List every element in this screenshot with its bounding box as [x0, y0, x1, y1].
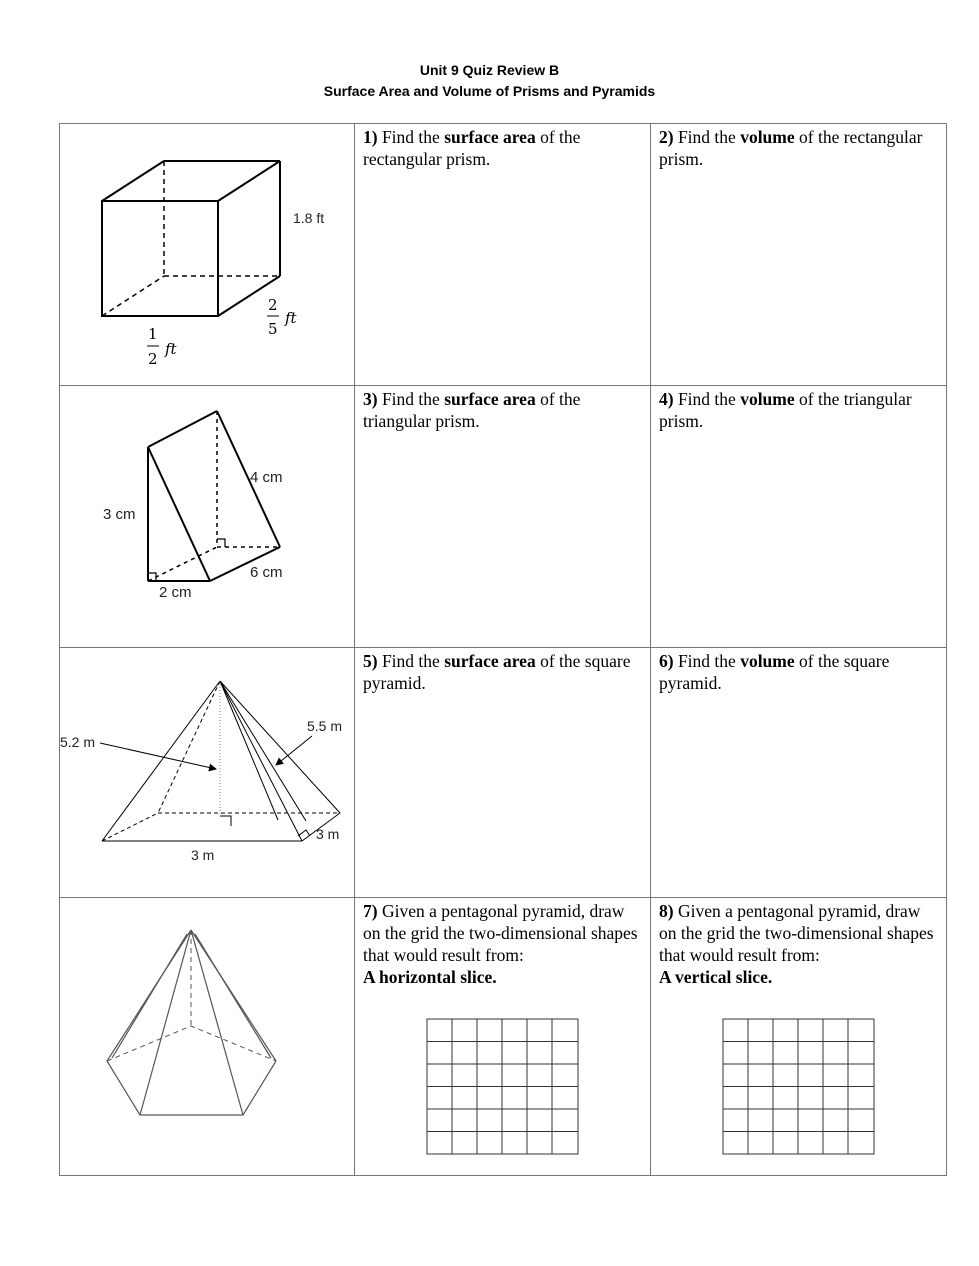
question-6 [651, 648, 946, 694]
vertical-slice-grid[interactable] [722, 1018, 876, 1156]
question-emphasis: surface area [444, 651, 536, 671]
question-4 [651, 386, 946, 432]
height-label: 5.2 m [60, 734, 96, 750]
question-5 [355, 648, 650, 694]
question-text: Find the [381, 127, 440, 147]
question-number: 7) [363, 901, 378, 921]
triangular-prism-figure [60, 386, 355, 648]
square-pyramid-figure [60, 648, 355, 898]
row-pent-pyramid [60, 898, 947, 1176]
question-text: Find the [677, 651, 736, 671]
question-8 [651, 898, 946, 988]
question-number: 2) [659, 127, 674, 147]
question-text: of the rectangular prism. [363, 127, 581, 169]
question-emphasis: A horizontal slice. [363, 967, 497, 987]
side-a-label: 3 m [191, 847, 215, 863]
question-text: Given a pentagonal pyramid, draw on the grid the two-dimensional shapes that would result from: [363, 901, 638, 965]
pentagonal-pyramid-figure [60, 898, 355, 1176]
question-text: of the triangular prism. [659, 389, 912, 431]
question-2-cell [651, 124, 947, 386]
question-emphasis: volume [740, 127, 795, 147]
question-emphasis: volume [740, 389, 795, 409]
base-label: 2 cm [159, 584, 192, 601]
question-7 [355, 898, 650, 988]
question-5-cell [355, 648, 651, 898]
width-unit: ft [165, 340, 177, 358]
figure-cell-pent-pyramid [60, 898, 355, 1176]
question-7-cell [355, 898, 651, 1176]
question-emphasis: volume [740, 651, 795, 671]
width-numerator: 1 [148, 325, 158, 343]
question-emphasis: surface area [444, 127, 536, 147]
question-text: Find the [677, 127, 736, 147]
page-subtitle: Surface Area and Volume of Prisms and Pyramids [323, 83, 656, 99]
question-6-cell [651, 648, 947, 898]
question-number: 3) [363, 389, 378, 409]
question-text: Given a pentagonal pyramid, draw on the grid the two-dimensional shapes that would result from: [659, 901, 934, 965]
question-number: 4) [659, 389, 674, 409]
question-1 [355, 124, 650, 170]
question-8-cell [651, 898, 947, 1176]
problems-table [59, 123, 947, 1176]
length-label: 6 cm [250, 564, 283, 581]
page-title: Unit 9 Quiz Review B [419, 62, 560, 78]
question-number: 1) [363, 127, 378, 147]
question-text: of the square pyramid. [363, 651, 631, 693]
depth-denominator: 5 [268, 320, 278, 338]
figure-cell-sq-pyramid [60, 648, 355, 898]
row-sq-pyramid [60, 648, 947, 898]
question-number: 8) [659, 901, 674, 921]
question-1-cell [355, 124, 651, 386]
question-emphasis: surface area [444, 389, 536, 409]
question-4-cell [651, 386, 947, 648]
height-label: 1.8 ft [293, 210, 325, 226]
question-text: Find the [677, 389, 736, 409]
depth-numerator: 2 [268, 296, 278, 314]
figure-cell-rect-prism [60, 124, 355, 386]
rectangular-prism-figure [60, 124, 355, 386]
slant-label: 4 cm [250, 469, 283, 486]
question-2 [651, 124, 946, 170]
height-label: 3 cm [103, 506, 136, 523]
figure-cell-tri-prism [60, 386, 355, 648]
width-denominator: 2 [148, 350, 158, 368]
row-rect-prism [60, 124, 947, 386]
side-b-label: 3 m [316, 826, 340, 842]
question-text: Find the [381, 389, 440, 409]
question-text: of the rectangular prism. [659, 127, 923, 169]
question-text: Find the [381, 651, 440, 671]
question-text: of the triangular prism. [363, 389, 581, 431]
question-number: 6) [659, 651, 674, 671]
horizontal-slice-grid[interactable] [426, 1018, 580, 1156]
question-3-cell [355, 386, 651, 648]
row-tri-prism [60, 386, 947, 648]
question-number: 5) [363, 651, 378, 671]
question-3 [355, 386, 650, 432]
slant-label: 5.5 m [307, 718, 343, 734]
question-emphasis: A vertical slice. [659, 967, 773, 987]
question-text: of the square pyramid. [659, 651, 890, 693]
depth-unit: ft [285, 309, 297, 327]
